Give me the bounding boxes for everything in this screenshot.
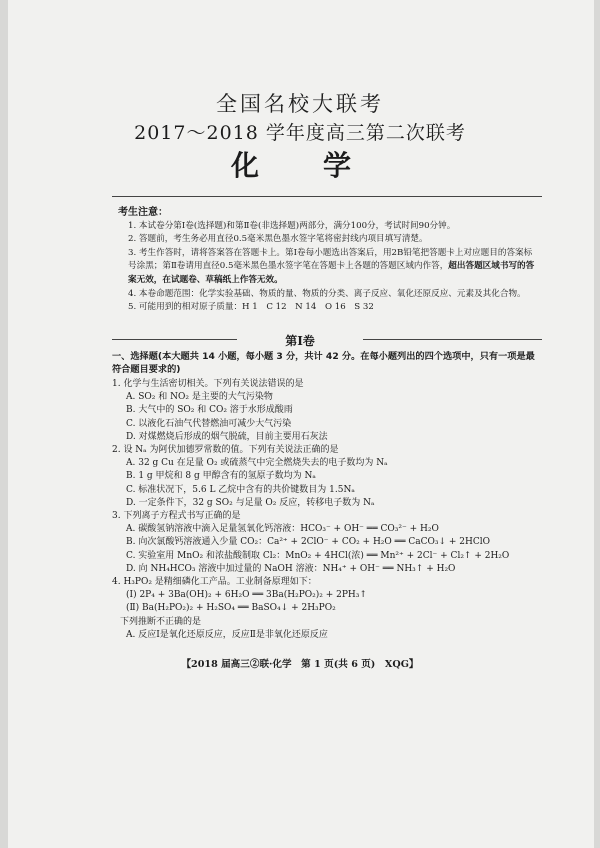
page-footer: 【2018 届高三②联·化学 第 1 页(共 6 页) XQG】 bbox=[181, 659, 419, 670]
question-option: A. 碳酸氢钠溶液中滴入足量氢氧化钙溶液：HCO₃⁻ + OH⁻ ══ CO₃²⁻ + H₂O bbox=[126, 524, 439, 535]
section-heading: 一、选择题(本大题共 14 小题，每小题 3 分，共计 42 分。在每小题列出的四个选项中，只有一项是最符合题目要求的) bbox=[112, 351, 535, 375]
question-option: (Ⅰ) 2P₄ + 3Ba(OH)₂ + 6H₂O ══ 3Ba(H₂PO₂)₂ + 2PH₃↑ bbox=[126, 590, 367, 601]
notes-title: 考生注意： bbox=[118, 207, 168, 218]
question-option: B. 大气中的 SO₂ 和 CO₂ 溶于水形成酸雨 bbox=[126, 405, 293, 416]
question-option: B. 1 g 甲烷和 8 g 甲醇含有的氢原子数均为 Nₐ bbox=[126, 471, 316, 482]
question-stem: 3. 下列离子方程式书写正确的是 bbox=[112, 511, 241, 522]
volume-rule-right bbox=[363, 339, 542, 340]
question-option: A. 32 g Cu 在足量 O₂ 或硫蒸气中完全燃烧失去的电子数均为 Nₐ bbox=[126, 458, 388, 469]
question-stem: 1. 化学与生活密切相关。下列有关说法错误的是 bbox=[112, 379, 304, 389]
question-option: D. 一定条件下，32 g SO₂ 与足量 O₂ 反应，转移电子数为 Nₐ bbox=[126, 497, 375, 508]
question-option: C. 以液化石油气代替燃油可减少大气污染 bbox=[126, 418, 292, 429]
question-stem: 2. 设 Nₐ 为阿伏加德罗常数的值。下列有关说法正确的是 bbox=[112, 445, 339, 456]
question-list bbox=[112, 378, 542, 642]
subject-title: 化 学 bbox=[230, 149, 369, 182]
question-option: A. SO₂ 和 NO₂ 是主要的大气污染物 bbox=[126, 392, 273, 403]
note-item bbox=[118, 247, 538, 288]
question-option: D. 向 NH₄HCO₃ 溶液中加过量的 NaOH 溶液：NH₄⁺ + OH⁻ ══ NH₃↑ + H₂O bbox=[126, 563, 456, 574]
note-item: 4. 本卷命题范围：化学实验基础、物质的量、物质的分类、离子反应、氧化还原反应、元素及其化合物。 bbox=[128, 288, 526, 299]
note-item: 2. 答题前，考生务必用直径0.5毫米黑色墨水签字笔将密封线内项目填写清楚。 bbox=[128, 234, 428, 245]
exam-session-title: 2017～2018 学年度高三第二次联考 bbox=[134, 122, 466, 144]
header-divider bbox=[112, 196, 542, 197]
note-item-text: 3. 考生作答时，请将答案答在答题卡上。第Ⅰ卷每小题选出答案后，用2B铅笔把答题卡上对应题目的答案标号涂黑；第Ⅱ卷请用直径0.5毫米黑色墨水签字笔在答题卡上各题的答题区域内作答， bbox=[128, 247, 533, 272]
note-item-emphasis: 超出答题区域书写的答案无效，在试题卷、草稿纸上作答无效。 bbox=[128, 261, 535, 285]
volume-title: 第Ⅰ卷 bbox=[285, 334, 315, 348]
exam-notes bbox=[118, 206, 538, 315]
exam-series-title: 全国名校大联考 bbox=[216, 92, 384, 116]
question-stem: 4. H₃PO₂ 是精细磷化工产品。工业制备原理如下： bbox=[112, 577, 317, 588]
question-option: (Ⅱ) Ba(H₂PO₂)₂ + H₂SO₄ ══ BaSO₄↓ + 2H₃PO₂ bbox=[126, 603, 336, 614]
note-item: 5. 可能用到的相对原子质量：H 1 C 12 N 14 O 16 S 32 bbox=[128, 302, 374, 313]
question-option: C. 标准状况下，5.6 L 乙烷中含有的共价键数目为 1.5Nₐ bbox=[126, 484, 355, 495]
question-stem: 下列推断不正确的是 bbox=[120, 616, 202, 627]
note-item: 1. 本试卷分第Ⅰ卷(选择题)和第Ⅱ卷(非选择题)两部分，满分100分，考试时间90分钟。 bbox=[128, 220, 456, 231]
question-option: D. 对煤燃烧后形成的烟气脱硫，目前主要用石灰法 bbox=[126, 431, 328, 442]
question-option: C. 实验室用 MnO₂ 和浓盐酸制取 Cl₂：MnO₂ + 4HCl(浓) ══ Mn²⁺ + 2Cl⁻ + Cl₂↑ + 2H₂O bbox=[126, 550, 510, 561]
question-option: B. 向次氯酸钙溶液通入少量 CO₂：Ca²⁺ + 2ClO⁻ + CO₂ + H₂O ══ CaCO₃↓ + 2HClO bbox=[126, 537, 490, 548]
question-option: A. 反应Ⅰ是氧化还原反应，反应Ⅱ是非氧化还原反应 bbox=[126, 629, 328, 640]
